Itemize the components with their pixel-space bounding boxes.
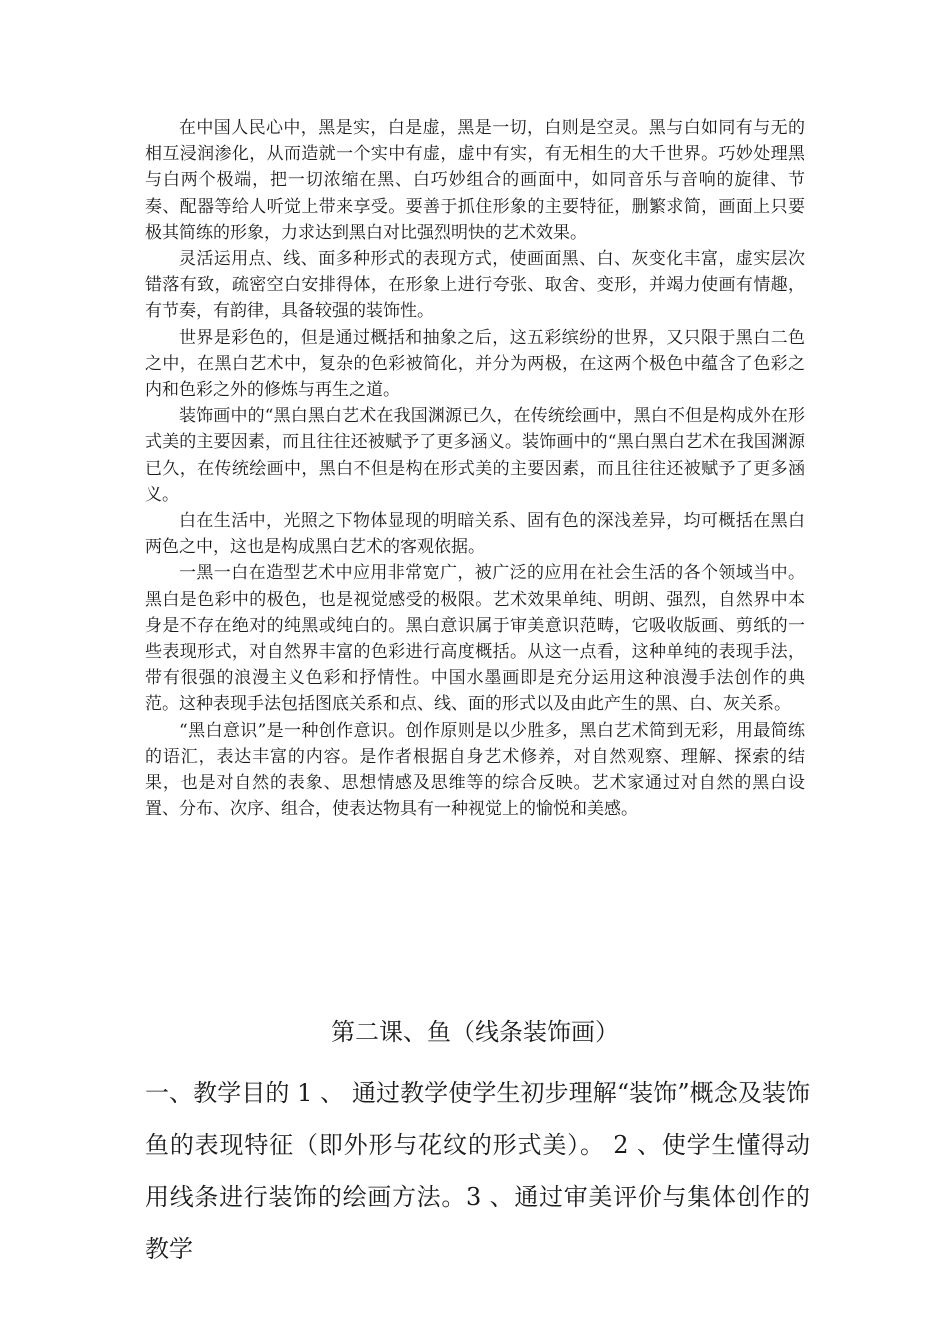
paragraph-3: 世界是彩色的，但是通过概括和抽象之后，这五彩缤纷的世界，又只限于黑白二色之中，在黑白艺术中，复杂的色彩被简化，并分为两极，在这两个极色中蕴含了色彩之内和色彩之外的修炼与再生之道。: [145, 327, 805, 401]
essay-body: [145, 115, 805, 822]
paragraph-5: 白在生活中，光照之下物体显现的明暗关系、固有色的深浅差异，均可概括在黑白两色之中，这也是构成黑白艺术的客观依据。: [145, 511, 805, 558]
paragraph-1: 在中国人民心中，黑是实，白是虚，黑是一切，白则是空灵。黑与白如同有与无的相互浸润渗化，从而造就一个实中有虚，虚中有实，有无相生的大千世界。巧妙处理黑与白两个极端，把一切浓缩在黑、白巧妙组合的画面中，如同音乐与音响的旋律、节奏、配器等给人听觉上带来享受。要善于抓住形象的主要特征，删繁求简，画面上只要极其简练的形象，力求达到黑白对比强烈明快的艺术效果。: [145, 118, 805, 243]
paragraph-4: 装饰画中的“黑白黑白艺术在我国渊源已久，在传统绘画中，黑白不但是构成外在形式美的主要因素，而且往往还被赋予了更多涵义。装饰画中的“黑白黑白艺术在我国渊源已久，在传统绘画中，黑白不但是构在形式美的主要因素，而且往往还被赋予了更多涵义。: [145, 406, 805, 505]
teaching-objectives: 一、教学目的 1 、 通过教学使学生初步理解“装饰”概念及装饰鱼的表现特征（即外形与花纹的形式美）。 2 、使学生懂得动用线条进行装饰的绘画方法。3 、通过审美评价与集体创作的教学: [145, 1079, 810, 1263]
paragraph-2: 灵活运用点、线、面多种形式的表现方式，使画面黑、白、灰变化丰富，虚实层次错落有致，疏密空白安排得体，在形象上进行夸张、取舍、变形，并竭力使画有情趣，有节奏，有韵律，具备较强的装饰性。: [145, 249, 805, 322]
paragraph-7: “黑白意识”是一种创作意识。创作原则是以少胜多，黑白艺术简到无彩，用最简练的语汇，表达丰富的内容。是作者根据自身艺术修养，对自然观察、理解、探索的结果，也是对自然的表象、思想情感及思维等的综合反映。艺术家通过对自然的黑白设置、分布、次序、组合，使表达物具有一种视觉上的愉悦和美感。: [145, 720, 805, 820]
paragraph-6: 一黑一白在造型艺术中应用非常宽广，被广泛的应用在社会生活的各个领域当中。黑白是色彩中的极色，也是视觉感受的极限。艺术效果单纯、明朗、强烈，自然界中本身是不存在绝对的纯黑或纯白的。黑白意识属于审美意识范畴，它吸收版画、剪纸的一些表现形式，对自然界丰富的色彩进行高度概括。从这一点看，这种单纯的表现手法，带有很强的浪漫主义色彩和抒情性。中国水墨画即是充分运用这种浪漫手法创作的典范。这种表现手法包括图底关系和点、线、面的形式以及由此产生的黑、白、灰关系。: [145, 563, 805, 715]
lesson-title: 第二课、鱼（线条装饰画）: [331, 1018, 619, 1046]
